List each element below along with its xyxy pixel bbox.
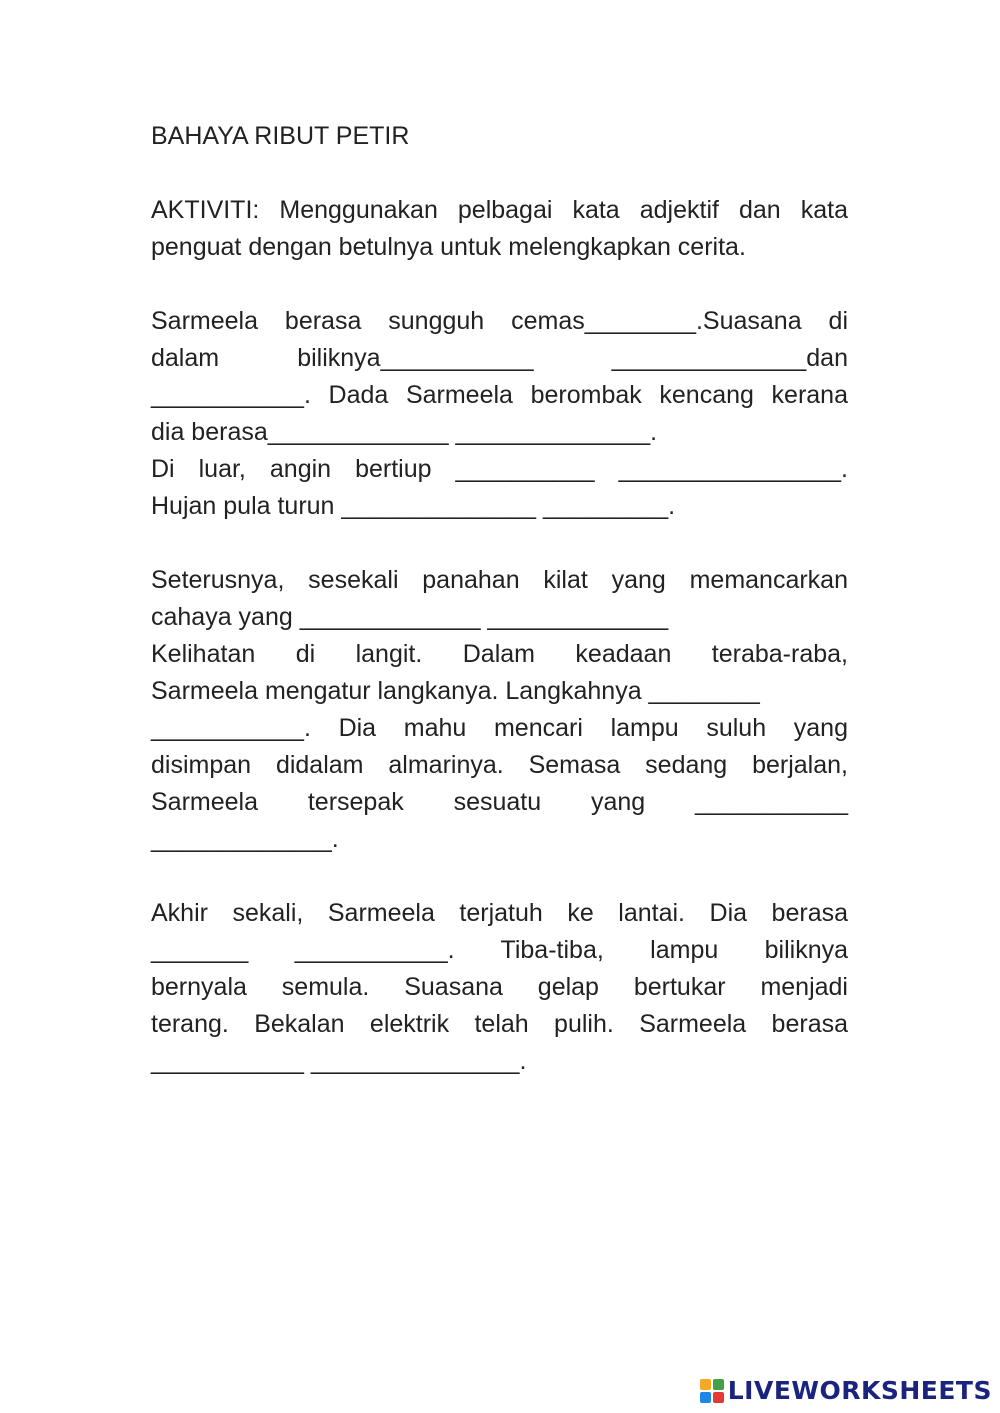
instruction-block	[151, 192, 848, 266]
story-line: Kelihatan di langit. Dalam keadaan teraba-raba,	[151, 640, 848, 668]
story-line: _______ ___________. Tiba-tiba, lampu biliknya	[151, 936, 848, 964]
liveworksheets-brand	[700, 1376, 992, 1405]
story-paragraph-3	[151, 895, 848, 1080]
story-line: dalam biliknya___________ ______________dan	[151, 344, 848, 372]
story-line: ___________ _______________.	[151, 1047, 527, 1075]
story-line: bernyala semula. Suasana gelap bertukar menjadi	[151, 973, 848, 1001]
worksheet-title: BAHAYA RIBUT PETIR	[151, 122, 410, 150]
story-line: disimpan didalam almarinya. Semasa sedang berjalan,	[151, 751, 848, 779]
story-line: Hujan pula turun ______________ _________.	[151, 492, 676, 520]
worksheet-page	[151, 118, 848, 1117]
story-line: dia berasa_____________ ______________.	[151, 418, 658, 446]
logo-square-blue	[700, 1392, 711, 1403]
story-line: Di luar, angin bertiup __________ ________________.	[151, 455, 848, 483]
story-line: ___________. Dada Sarmeela berombak kencang kerana	[151, 381, 848, 409]
story-line: cahaya yang _____________ _____________	[151, 603, 669, 631]
logo-square-red	[713, 1392, 724, 1403]
logo-square-yellow	[700, 1379, 711, 1390]
story-line: ___________. Dia mahu mencari lampu suluh yang	[151, 714, 848, 742]
story-line: _____________.	[151, 825, 339, 853]
story-line: Sarmeela mengatur langkanya. Langkahnya ________	[151, 677, 760, 705]
liveworksheets-logo-icon	[700, 1379, 724, 1403]
logo-square-green	[713, 1379, 724, 1390]
instruction-line: penguat dengan betulnya untuk melengkapkan cerita.	[151, 233, 746, 261]
instruction-line: AKTIVITI: Menggunakan pelbagai kata adjektif dan kata	[151, 196, 848, 224]
story-line: terang. Bekalan elektrik telah pulih. Sarmeela berasa	[151, 1010, 848, 1038]
story-line: Seterusnya, sesekali panahan kilat yang memancarkan	[151, 566, 848, 594]
brand-name: LIVEWORKSHEETS	[727, 1376, 992, 1405]
story-line: Akhir sekali, Sarmeela terjatuh ke lantai. Dia berasa	[151, 899, 848, 927]
story-line: Sarmeela berasa sungguh cemas________.Suasana di	[151, 307, 848, 335]
story-paragraph-2	[151, 562, 848, 858]
story-line: Sarmeela tersepak sesuatu yang ___________	[151, 788, 848, 816]
story-paragraph-1	[151, 303, 848, 525]
